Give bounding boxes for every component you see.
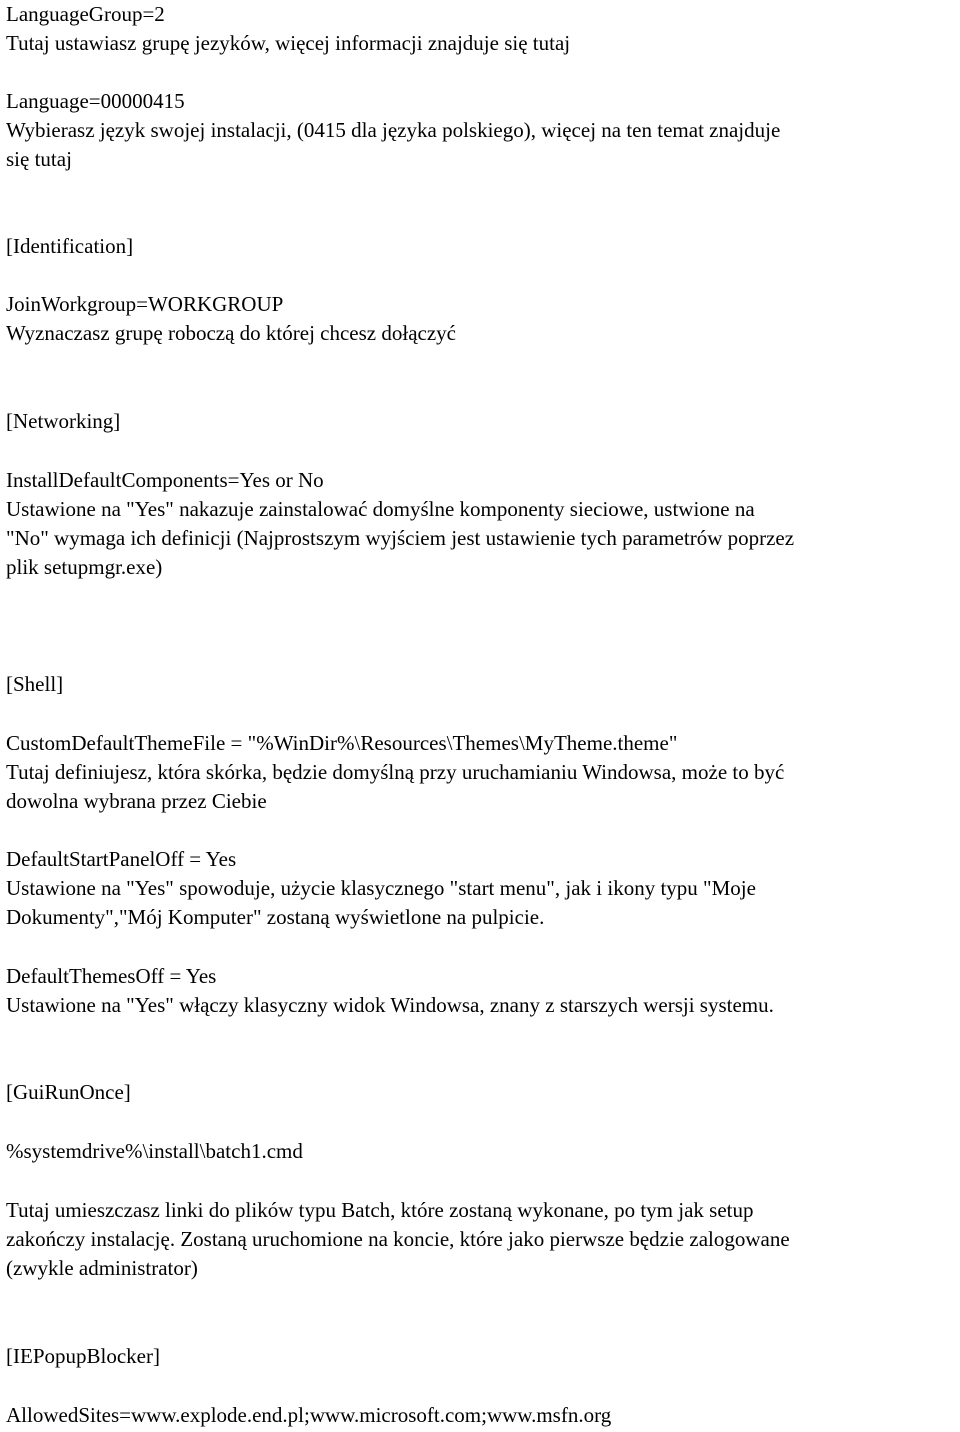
text-line: Tutaj definiujesz, która skórka, będzie domyślną przy uruchamianiu Windowsa, może to być [6, 760, 785, 784]
section-header: [GuiRunOnce] [6, 1080, 131, 1104]
text-line: Dokumenty","Mój Komputer" zostaną wyświetlone na pulpicie. [6, 905, 545, 929]
text-line: Tutaj ustawiasz grupę jezyków, więcej informacji znajduje się tutaj [6, 31, 571, 55]
text-line: Wybierasz język swojej instalacji, (0415 dla języka polskiego), więcej na ten temat znajduje [6, 118, 781, 142]
text-line: JoinWorkgroup=WORKGROUP [6, 292, 284, 316]
section-header: [Networking] [6, 409, 121, 433]
text-line: CustomDefaultThemeFile = "%WinDir%\Resources\Themes\MyTheme.theme" [6, 731, 678, 755]
text-line: (zwykle administrator) [6, 1256, 198, 1280]
section-header: [Shell] [6, 672, 64, 696]
text-line: Ustawione na "Yes" spowoduje, użycie klasycznego "start menu", jak i ikony typu "Moje [6, 876, 756, 900]
text-line: DefaultStartPanelOff = Yes [6, 847, 237, 871]
text-line: AllowedSites=www.explode.end.pl;www.microsoft.com;www.msfn.org [6, 1403, 612, 1427]
text-line: zakończy instalację. Zostaną uruchomione na koncie, które jako pierwsze będzie zalogowane [6, 1227, 790, 1251]
text-line: się tutaj [6, 147, 72, 171]
text-line: Ustawione na "Yes" włączy klasyczny widok Windowsa, znany z starszych wersji systemu. [6, 993, 774, 1017]
text-line: %systemdrive%\install\batch1.cmd [6, 1139, 303, 1163]
text-line: dowolna wybrana przez Ciebie [6, 789, 267, 813]
text-line: InstallDefaultComponents=Yes or No [6, 468, 324, 492]
section-header: [Identification] [6, 234, 134, 258]
text-line: "No" wymaga ich definicji (Najprostszym wyjściem jest ustawienie tych parametrów poprzez [6, 526, 795, 550]
text-line: DefaultThemesOff = Yes [6, 964, 217, 988]
text-line: LanguageGroup=2 [6, 2, 165, 26]
text-line: Language=00000415 [6, 89, 185, 113]
section-header: [IEPopupBlocker] [6, 1344, 160, 1368]
text-line: Tutaj umieszczasz linki do plików typu Batch, które zostaną wykonane, po tym jak setup [6, 1198, 754, 1222]
text-line: plik setupmgr.exe) [6, 555, 163, 579]
text-line: Ustawione na "Yes" nakazuje zainstalować domyślne komponenty sieciowe, ustwione na [6, 497, 755, 521]
text-line: Wyznaczasz grupę roboczą do której chcesz dołączyć [6, 321, 456, 345]
